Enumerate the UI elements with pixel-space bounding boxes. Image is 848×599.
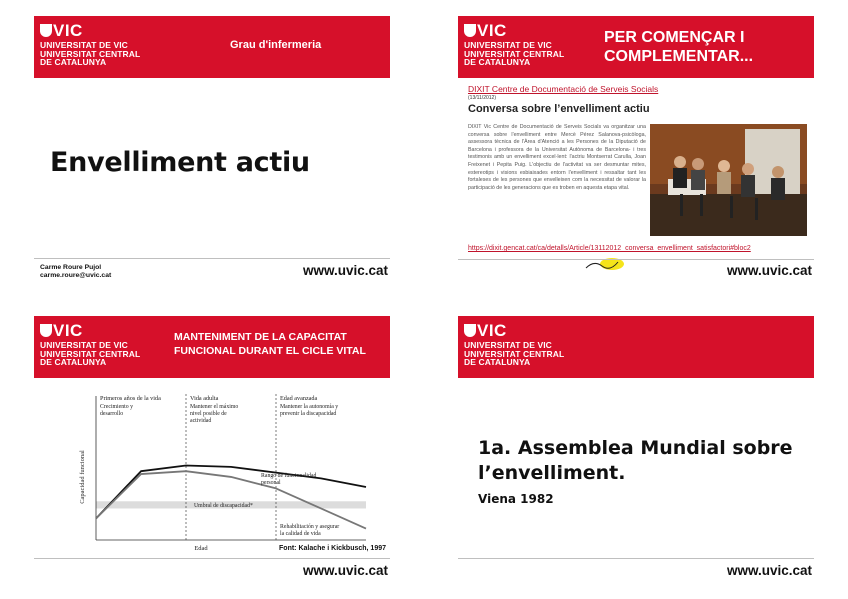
y-axis-label: Capacidad funcional xyxy=(79,450,86,504)
uvic-logo: VIC UNIVERSITAT DE VIC UNIVERSITAT CENTRAL DE CATALUNYA xyxy=(464,21,565,68)
website-link[interactable]: www.uvic.cat xyxy=(302,263,388,278)
phase-title: Edad avanzada xyxy=(280,395,318,402)
source-link[interactable]: DIXIT Centre de Documentació de Serveis Socials xyxy=(468,84,659,94)
footer-divider xyxy=(34,558,390,559)
author-block xyxy=(40,264,111,280)
logo-u-icon xyxy=(464,324,476,337)
logo-u-icon xyxy=(40,24,52,37)
conference-photo xyxy=(650,124,807,236)
annotation-rehab: Rehabilitación y asegurar xyxy=(280,524,340,530)
uvic-logo: VIC UNIVERSITAT DE VIC UNIVERSITAT CENTRAL DE CATALUNYA xyxy=(40,21,141,68)
website-link[interactable]: www.uvic.cat xyxy=(726,263,812,278)
annotation-range: Rango de funcionalidad xyxy=(261,472,317,479)
uvic-logo: VIC UNIVERSITAT DE VIC UNIVERSITAT CENTRAL DE CATALUNYA xyxy=(464,321,565,368)
slide-heading: 1a. Assemblea Mundial sobre l’envelliment. xyxy=(478,437,793,484)
phase-desc: prevenir la discapacidad xyxy=(280,411,337,417)
slide-subheading: Viena 1982 xyxy=(478,492,554,506)
phase-desc: desarrollo xyxy=(100,411,124,417)
article-body: DIXIT Vic Centre de Documentació de Serveis Socials va organitzar una conversa sobre l'envelliment entre Mercè Pérez Salanova-psicòloga, assessora tècnica de l'Àrea d'Atenció a les Persones de la Diputació de Barcelona i professora de la Universitat Autònoma de Barcelona- i tres testimonis amb un envelliment excel·lent: l'actriu Montserrat Carulla, Joan Freixenet i Pepita Puig. L'objectiu de l'activitat va ser desmuntar mites, estereotips i visions esbiaixades entorn l'envelliment i ressaltar tant les fortaleses de les persones que envelleixen com la necessitat de valorar la participació de les generacions que es troben en aquesta etapa vital. xyxy=(468,124,646,191)
website-link[interactable]: www.uvic.cat xyxy=(726,563,812,578)
header-title: Grau d'infermeria xyxy=(230,39,322,51)
slide-4 xyxy=(458,316,814,591)
annotation-rehab: la calidad de vida xyxy=(280,531,321,537)
logo-u-icon xyxy=(464,24,476,37)
article-date: (13/11/2012) xyxy=(468,95,496,101)
uvic-logo: VIC UNIVERSITAT DE VIC UNIVERSITAT CENTRAL DE CATALUNYA xyxy=(40,321,141,368)
header-bar xyxy=(458,16,814,78)
author-email[interactable]: carme.roure@uvic.cat xyxy=(40,272,112,279)
footer-divider xyxy=(34,258,390,259)
phase-desc: Mantener la autonomía y xyxy=(280,404,339,410)
header-title: PER COMENÇAR I COMPLEMENTAR... xyxy=(604,29,754,65)
x-axis-label: Edad xyxy=(194,545,208,552)
annotation-range: personal xyxy=(261,479,281,486)
author-name: Carme Roure Pujol xyxy=(40,264,102,271)
website-link[interactable]: www.uvic.cat xyxy=(302,563,388,578)
header-title: MANTENIMENT DE LA CAPACITAT FUNCIONAL DURANT EL CICLE VITAL xyxy=(174,331,366,357)
slide-title: Envelliment actiu xyxy=(50,147,310,178)
footer-divider xyxy=(458,259,814,260)
logo-u-icon xyxy=(40,324,52,337)
slide-3 xyxy=(34,316,390,591)
phase-title: Primeros años de la vida xyxy=(100,395,161,402)
header-bar xyxy=(34,16,390,78)
phase-desc: Crecimiento y xyxy=(100,404,134,410)
header-bar xyxy=(458,316,814,378)
signature-doodle xyxy=(582,254,628,274)
footer-divider xyxy=(458,558,814,559)
chart-source: Font: Kalache i Kickbusch, 1997 xyxy=(279,545,386,552)
header-bar xyxy=(34,316,390,378)
slide-2 xyxy=(458,16,814,291)
phase-title: Vida adulta xyxy=(190,395,219,402)
phase-desc: nivel posible de xyxy=(190,411,227,417)
slide-1 xyxy=(34,16,390,291)
article-title: Conversa sobre l’envelliment actiu xyxy=(468,103,650,115)
phase-desc: actividad xyxy=(190,418,212,424)
capacity-chart xyxy=(74,390,374,562)
annotation-threshold: Umbral de discapacidad* xyxy=(194,502,253,509)
article-url[interactable]: https://dixit.gencat.cat/ca/detalls/Article/13112012_conversa_envelliment_satisfactori#bloc2 xyxy=(468,245,751,252)
phase-desc: Mantener el máximo xyxy=(190,404,239,410)
